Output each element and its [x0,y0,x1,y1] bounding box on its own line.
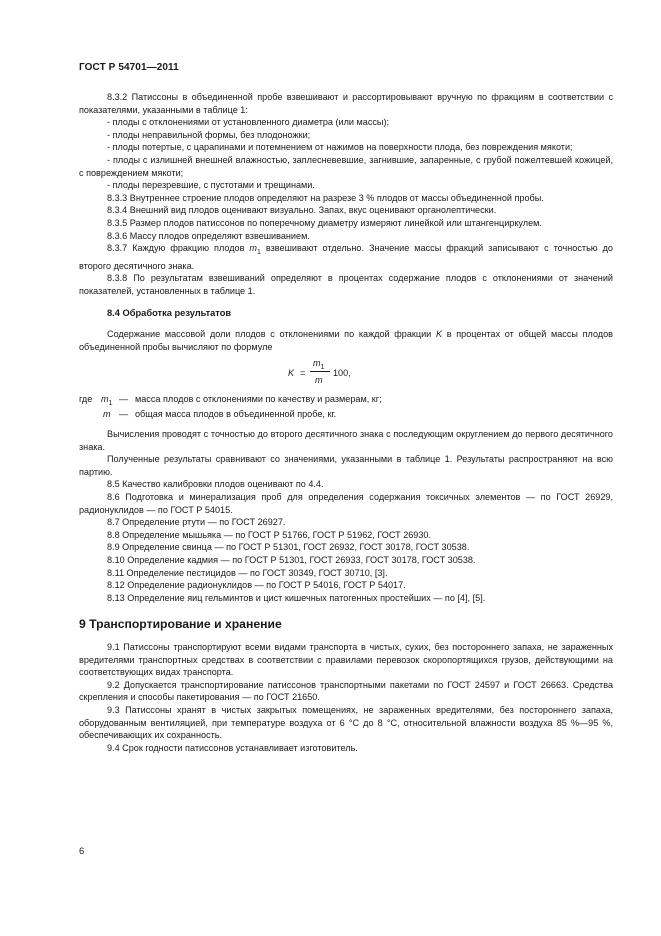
paragraph-8-13: 8.13 Определение яиц гельминтов и цист кишечных патогенных простейших — по [4], [5]. [107,592,486,603]
variable-m1: $m_1$ [249,243,261,256]
document-body [79,91,613,754]
paragraph-8-8: 8.8 Определение мышьяка — по ГОСТ Р 51766, ГОСТ Р 51962, ГОСТ 26930. [107,529,432,540]
fraction-line [310,371,330,372]
page-number: 6 [79,846,85,857]
list-item: - плоды с излишней внешней влажностью, заплесневевшие, загнившие, запаренные, с грубой пожелтевшей кожицей, с повреждением мякоти; [79,154,613,178]
paragraph-8-7: 8.7 Определение ртути — по ГОСТ 26927. [107,517,286,528]
list-item: - плоды перезревшие, с пустотами и трещинами. [107,180,315,191]
paragraph-8-3-6: 8.3.6 Массу плодов определяют взвешиванием. [107,230,310,241]
paragraph-9-4: 9.4 Срок годности патиссонов устанавливает изготовитель. [107,742,358,753]
paragraph-results: Полученные результаты сравнивают со значениями, указанными в таблице 1. Результаты распространяют на всю партию. [79,454,613,477]
formula-legend [79,393,613,423]
paragraph-8-5: 8.5 Качество калибровки плодов оценивают по 4.4. [107,479,324,490]
paragraph-8-6: 8.6 Подготовка и минерализация проб для определения содержания токсичных элементов — по ГОСТ 26929, радионуклидов — по ГОСТ Р 54015. [79,492,613,515]
formula-multiplier: 100, [333,368,351,379]
legend-row-m1: где $m_1$ — масса плодов с отклонениями по качеству и размерам, кг; [79,394,382,407]
formula-numerator: $m_1$ [313,358,325,371]
paragraph-8-12: 8.12 Определение радионуклидов — по ГОСТ Р 54016, ГОСТ Р 54017. [107,580,406,591]
list-item: - плоды неправильной формы, без плодоножки; [107,129,311,140]
paragraph-9-1: 9.1 Патиссоны транспортируют всеми видами транспорта в чистых, сухих, без постороннего запаха, не зараженных вредителями транспортных средствах в соответствии с правилами перевозок скоропортящихся грузов, действующими на соответствующих видах транспорта. [79,642,613,678]
paragraph-8-4-intro: Содержание массовой доли плодов с отклонениями по каждой фракции K в процентах от общей массы плодов объединенной пробы вычисляют по формуле [79,328,613,352]
paragraph-9-3: 9.3 Патиссоны хранят в чистых закрытых помещениях, не зараженных вредителями, без постороннего запаха, оборудованным вентиляцией, при температуре воздуха от 6 °C до 8 °C, относительной влажности воздуха 85 %—95 %, обеспечивающих их сохранность. [79,704,613,741]
paragraph-8-3-5: 8.3.5 Размер плодов патиссонов по поперечному диаметру измеряют линейкой или штангенциркулем. [107,217,542,228]
list-item: - плоды с отклонениями от установленного диаметра (или массы); [107,117,390,128]
formula-k [79,353,613,389]
section-heading-9: 9 Транспортирование и хранение [79,617,282,632]
paragraph-8-3-3: 8.3.3 Внутреннее строение плодов определяют на разрезе 3 % плодов от массы объединенной пробы. [107,192,544,203]
formula-lhs: K [288,368,295,379]
paragraph-8-9: 8.9 Определение свинца — по ГОСТ Р 51301, ГОСТ 26932, ГОСТ 30178, ГОСТ 30538. [107,542,470,553]
formula-equals: = [300,368,306,379]
paragraph-8-3-8: 8.3.8 По результатам взвешиваний определяют в процентах содержание плодов с отклонениями от значений показателей, установленных в таблице 1. [79,273,613,296]
formula-denominator: m [315,375,323,386]
section-heading-8-4: 8.4 Обработка результатов [107,308,232,319]
legend-row-m: m — общая масса плодов в объединенной пробе, кг. [103,409,337,420]
paragraph-8-3-4: 8.3.4 Внешний вид плодов оценивают визуально. Запах, вкус оценивают органолептически. [107,205,497,216]
paragraph-calc-precision: Вычисления проводят с точностью до второго десятичного знака с последующим округлением до первого десятичного знака. [79,429,613,452]
paragraph-9-2: 9.2 Допускается транспортирование патиссонов транспортными пакетами по ГОСТ 24597 и ГОСТ 26663. Средства скрепления и способы пакетирования — по ГОСТ 21650. [79,679,613,703]
paragraph-8-3-7: 8.3.7 Каждую фракцию плодов $m_1$ взвешивают отдельно. Значение массы фракций записывают с точностью до второго десятичного знака. [79,243,613,271]
list-item: - плоды потертые, с царапинами и потемнением от нажимов на поверхности плода, без повреждения мякоти; [107,142,573,153]
paragraph-8-10: 8.10 Определение кадмия — по ГОСТ Р 51301, ГОСТ 26933, ГОСТ 30178, ГОСТ 30538. [107,555,476,566]
paragraph-8-3-2: 8.3.2 Патиссоны в объединенной пробе взвешивают и рассортировывают вручную по фракциям в соответствии с показателями, указанными в таблице 1: [79,92,613,115]
paragraph-8-11: 8.11 Определение пестицидов — по ГОСТ 30349, ГОСТ 30710, [3]. [107,567,388,578]
document-header: ГОСТ Р 54701—2011 [79,62,179,73]
